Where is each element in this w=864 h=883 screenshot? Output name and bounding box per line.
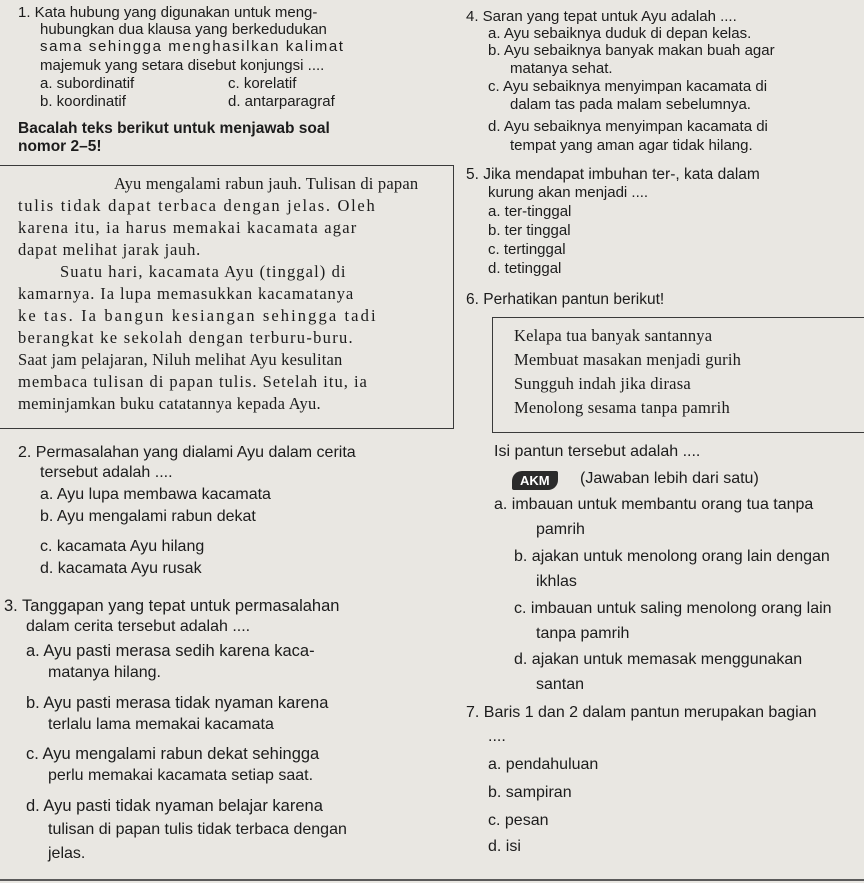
q6-option-a-line[interactable]: pamrih <box>536 521 585 538</box>
q1-question-line: hubungkan dua klausa yang berkedudukan <box>40 21 327 38</box>
q3-option-d-line[interactable]: d. Ayu pasti tidak nyaman belajar karena <box>26 797 323 815</box>
q5-question-line: 5. Jika mendapat imbuhan ter-, kata dalam <box>466 166 760 183</box>
q5-question-line: kurung akan menjadi .... <box>488 184 649 201</box>
q5-option-a[interactable]: a. ter-tinggal <box>488 203 572 220</box>
q2-question-line: 2. Permasalahan yang dialami Ayu dalam cerita <box>18 444 356 461</box>
q1-question-line: 1. Kata hubung yang digunakan untuk meng- <box>18 4 318 21</box>
q3-option-a-line[interactable]: matanya hilang. <box>48 664 161 681</box>
q5-option-c[interactable]: c. tertinggal <box>488 241 566 258</box>
q2-option-b[interactable]: b. Ayu mengalami rabun dekat <box>40 508 256 525</box>
q6-option-c-line[interactable]: c. imbauan untuk saling menolong orang lain <box>514 600 832 617</box>
story-line: Suatu hari, kacamata Ayu (tinggal) di <box>60 262 347 281</box>
q3-option-c-line[interactable]: c. Ayu mengalami rabun dekat sehingga <box>26 745 320 763</box>
q3-question-line: 3. Tanggapan yang tepat untuk permasalahan <box>4 597 340 615</box>
q4-question: 4. Saran yang tepat untuk Ayu adalah .... <box>466 8 737 25</box>
story-line: kamarnya. Ia lupa memasukkan kacamatanya <box>18 284 355 303</box>
q1-question-line: sama sehingga menghasilkan kalimat <box>40 38 345 55</box>
q7-option-d[interactable]: d. isi <box>488 838 521 855</box>
q7-question-line: .... <box>488 728 506 745</box>
q6-question: 6. Perhatikan pantun berikut! <box>466 291 665 308</box>
q2-option-c[interactable]: c. kacamata Ayu hilang <box>40 538 205 555</box>
q6-option-d-line[interactable]: d. ajakan untuk memasak menggunakan <box>514 651 803 668</box>
q6-option-b-line[interactable]: b. ajakan untuk menolong orang lain dengan <box>514 548 830 565</box>
q6-option-a-line[interactable]: a. imbauan untuk membantu orang tua tanpa <box>494 496 814 513</box>
q7-option-a[interactable]: a. pendahuluan <box>488 756 599 773</box>
q6-option-d-line[interactable]: santan <box>536 676 585 693</box>
q4-option-c-line[interactable]: dalam tas pada malam sebelumnya. <box>510 96 751 113</box>
story-line: Ayu mengalami rabun jauh. Tulisan di papan <box>114 174 419 193</box>
q2-option-d[interactable]: d. kacamata Ayu rusak <box>40 560 202 577</box>
q3-option-d-line[interactable]: jelas. <box>48 845 86 862</box>
q3-option-d-line[interactable]: tulisan di papan tulis tidak terbaca dengan <box>48 821 347 838</box>
akm-note: (Jawaban lebih dari satu) <box>580 470 759 487</box>
instruction-line: Bacalah teks berikut untuk menjawab soal <box>18 120 330 137</box>
pantun-line: Membuat masakan menjadi gurih <box>514 350 742 369</box>
instruction-line: nomor 2–5! <box>18 138 102 155</box>
q7-option-b[interactable]: b. sampiran <box>488 784 572 801</box>
q4-option-c-line[interactable]: c. Ayu sebaiknya menyimpan kacamata di <box>488 78 768 95</box>
story-line: membaca tulisan di papan tulis. Setelah itu, ia <box>18 372 368 391</box>
q4-option-b-line[interactable]: b. Ayu sebaiknya banyak makan buah agar <box>488 42 775 59</box>
q2-question-line: tersebut adalah .... <box>40 464 173 481</box>
q4-option-a-line[interactable]: a. Ayu sebaiknya duduk di depan kelas. <box>488 25 752 42</box>
story-line: karena itu, ia harus memakai kacamata agar <box>18 218 358 237</box>
pantun-line: Menolong sesama tanpa pamrih <box>514 398 730 417</box>
akm-badge: AKM <box>512 471 558 490</box>
q5-option-b[interactable]: b. ter tinggal <box>488 222 571 239</box>
pantun-line: Sungguh indah jika dirasa <box>514 374 691 393</box>
page-bottom-rule <box>0 879 864 881</box>
q6-option-c-line[interactable]: tanpa pamrih <box>536 625 630 642</box>
q3-option-b-line[interactable]: b. Ayu pasti merasa tidak nyaman karena <box>26 694 329 712</box>
story-line: tulis tidak dapat terbaca dengan jelas. Oleh <box>18 196 377 215</box>
q3-option-c-line[interactable]: perlu memakai kacamata setiap saat. <box>48 767 314 784</box>
q1-option-d[interactable]: d. antarparagraf <box>228 93 335 110</box>
q3-question-line: dalam cerita tersebut adalah .... <box>26 618 251 635</box>
q4-option-d-line[interactable]: tempat yang aman agar tidak hilang. <box>510 137 753 154</box>
q1-option-c[interactable]: c. korelatif <box>228 75 297 92</box>
q2-option-a[interactable]: a. Ayu lupa membawa kacamata <box>40 486 271 503</box>
q1-question-line: majemuk yang setara disebut konjungsi .... <box>40 57 325 74</box>
q3-option-a-line[interactable]: a. Ayu pasti merasa sedih karena kaca- <box>26 642 315 660</box>
q6-option-b-line[interactable]: ikhlas <box>536 573 577 590</box>
q4-option-b-line[interactable]: matanya sehat. <box>510 60 613 77</box>
q5-option-d[interactable]: d. tetinggal <box>488 260 562 277</box>
story-line: dapat melihat jarak jauh. <box>18 240 202 259</box>
story-line: berangkat ke sekolah dengan terburu-buru. <box>18 328 354 347</box>
q1-option-b[interactable]: b. koordinatif <box>40 93 126 110</box>
q3-option-b-line[interactable]: terlalu lama memakai kacamata <box>48 716 274 733</box>
story-line: ke tas. Ia bangun kesiangan sehingga tadi <box>18 306 378 325</box>
q7-question-line: 7. Baris 1 dan 2 dalam pantun merupakan bagian <box>466 704 817 721</box>
story-line: Saat jam pelajaran, Niluh melihat Ayu kesulitan <box>18 350 343 369</box>
pantun-line: Kelapa tua banyak santannya <box>514 326 713 345</box>
q4-option-d-line[interactable]: d. Ayu sebaiknya menyimpan kacamata di <box>488 118 768 135</box>
q6-prompt: Isi pantun tersebut adalah .... <box>494 443 701 460</box>
q1-option-a[interactable]: a. subordinatif <box>40 75 135 92</box>
q7-option-c[interactable]: c. pesan <box>488 812 549 829</box>
story-line: meminjamkan buku catatannya kepada Ayu. <box>18 394 321 413</box>
